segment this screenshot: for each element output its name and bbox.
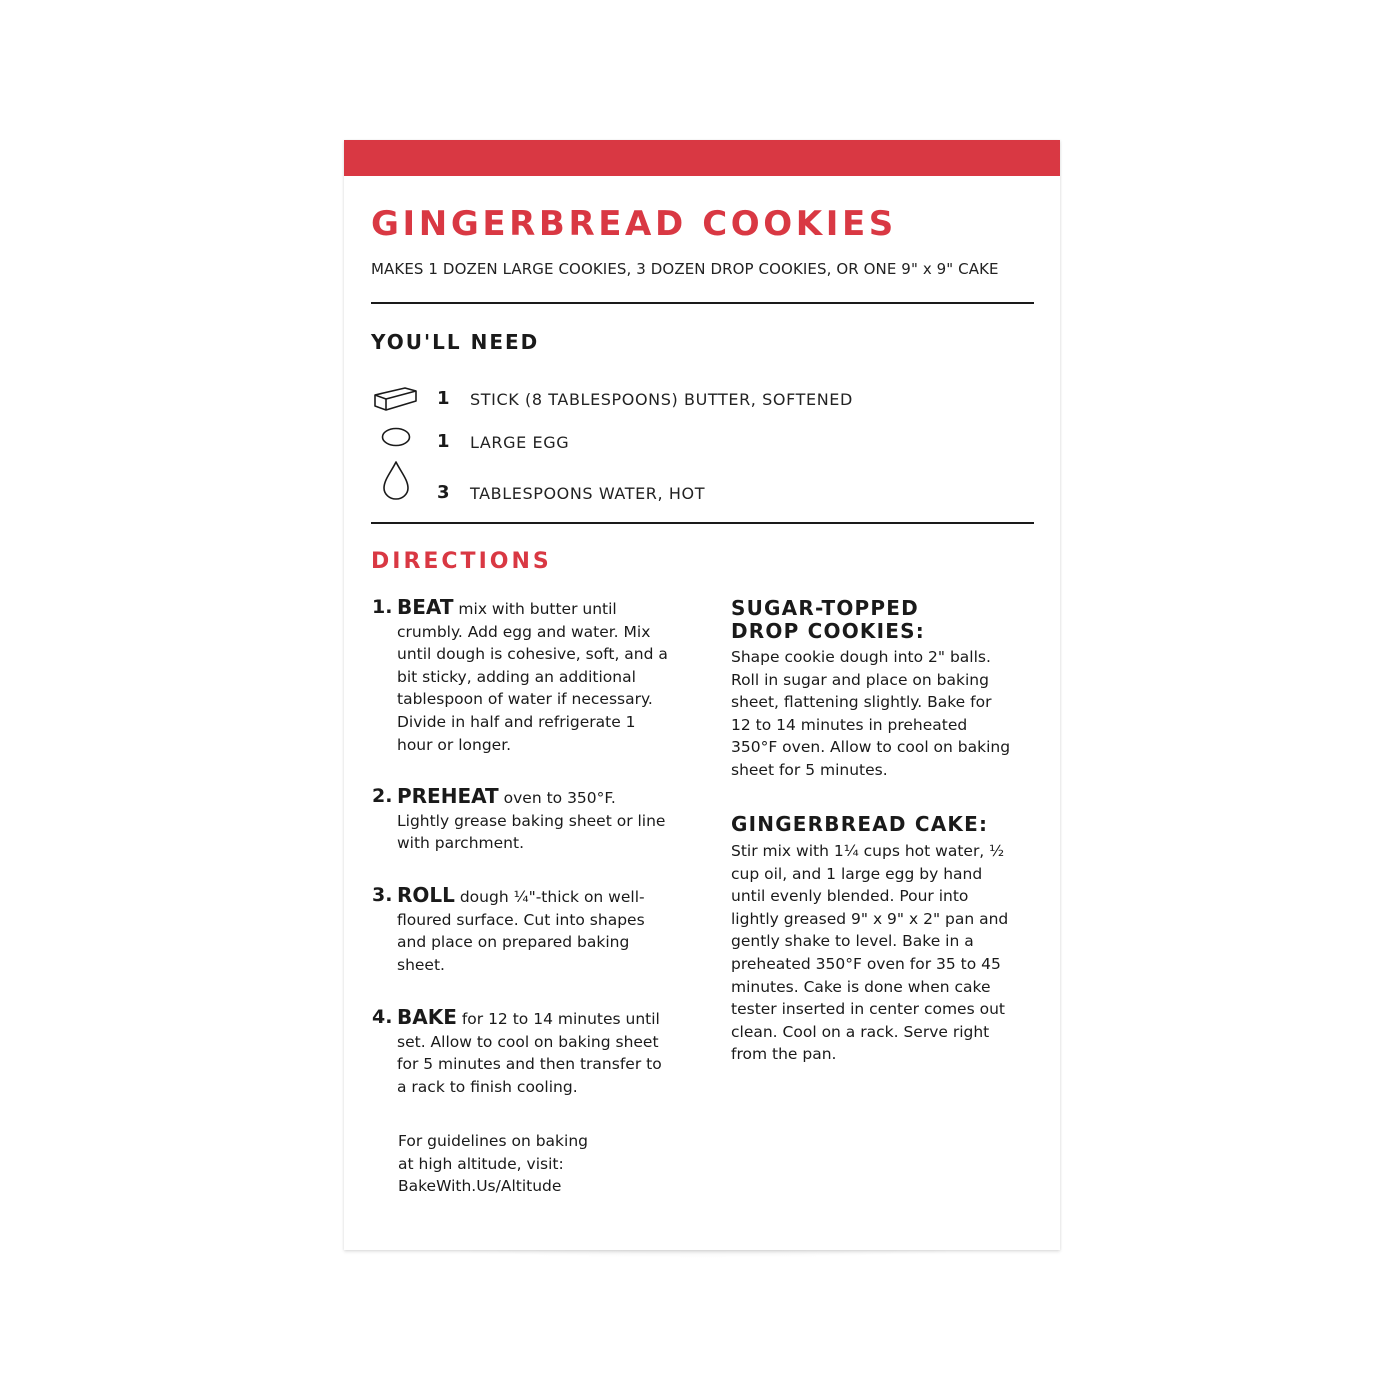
directions-heading: DIRECTIONS [371, 549, 552, 574]
ingredient-row-butter [371, 378, 1031, 418]
altitude-note: For guidelines on baking at high altitude, visit: BakeWith.Us/Altitude [398, 1132, 588, 1196]
ingredient-name: LARGE EGG [470, 433, 570, 452]
recipe-title: GINGERBREAD COOKIES [371, 204, 897, 244]
direction-step [372, 785, 672, 855]
direction-step [372, 884, 672, 976]
ingredient-qty: 1 [437, 431, 450, 452]
step-text: dough ¼"-thick on well-floured surface. Cut into shapes and place on prepared baking sheet. [397, 888, 645, 974]
divider-top [371, 302, 1034, 304]
variant-heading-cake: GINGERBREAD CAKE: [731, 812, 989, 836]
ingredients-heading: YOU'LL NEED [371, 330, 540, 354]
recipe-yield: MAKES 1 DOZEN LARGE COOKIES, 3 DOZEN DROP COOKIES, OR ONE 9" x 9" CAKE [371, 260, 999, 278]
step-number: 1. [372, 596, 393, 618]
step-number: 3. [372, 884, 393, 906]
step-verb: BEAT [397, 595, 454, 619]
divider-middle [371, 522, 1034, 524]
egg-icon [371, 421, 423, 461]
ingredient-row-egg [371, 421, 1031, 461]
step-number: 4. [372, 1006, 393, 1028]
recipe-card [344, 140, 1060, 1250]
ingredient-qty: 1 [437, 388, 450, 409]
step-text: for 12 to 14 minutes until set. Allow to cool on baking sheet for 5 minutes and then transfer to a rack to finish cooling. [397, 1010, 662, 1096]
step-verb: BAKE [397, 1005, 457, 1029]
step-text: oven to 350°F. Lightly grease baking sheet or line with parchment. [397, 789, 666, 853]
direction-step [372, 596, 672, 756]
variant-heading-drop-cookies: SUGAR-TOPPED DROP COOKIES: [731, 596, 925, 643]
ingredient-name: TABLESPOONS WATER, HOT [470, 484, 706, 503]
step-verb: ROLL [397, 883, 455, 907]
butter-stick-icon [371, 378, 423, 418]
step-number: 2. [372, 785, 393, 807]
step-text: mix with butter until crumbly. Add egg and water. Mix until dough is cohesive, soft, and a bit sticky, adding an additional tablespoon of water if necessary. Divide in half and refrigerate 1 hour or longer. [397, 600, 668, 754]
ingredient-name: STICK (8 TABLESPOONS) BUTTER, SOFTENED [470, 390, 853, 409]
variant-text-cake: Stir mix with 1¼ cups hot water, ½ cup oil, and 1 large egg by hand until evenly blended. Pour into lightly greased 9" x 9" x 2" pan and gently shake to level. Bake in a preheated 350°F oven for 35 to 45 minutes. Cake is done when cake tester inserted in center comes out clean. Cool on a rack. Serve right from the pan. [731, 842, 1009, 1064]
variant-text-drop-cookies: Shape cookie dough into 2" balls. Roll in sugar and place on baking sheet, flattening slightly. Bake for 12 to 14 minutes in preheated 350°F oven. Allow to cool on baking sheet for 5 minutes. [731, 648, 1011, 779]
top-color-band [344, 140, 1060, 176]
direction-step [372, 1006, 672, 1098]
step-verb: PREHEAT [397, 784, 499, 808]
ingredient-qty: 3 [437, 482, 450, 503]
water-drop-icon [371, 460, 423, 500]
ingredient-row-water [371, 460, 1031, 503]
